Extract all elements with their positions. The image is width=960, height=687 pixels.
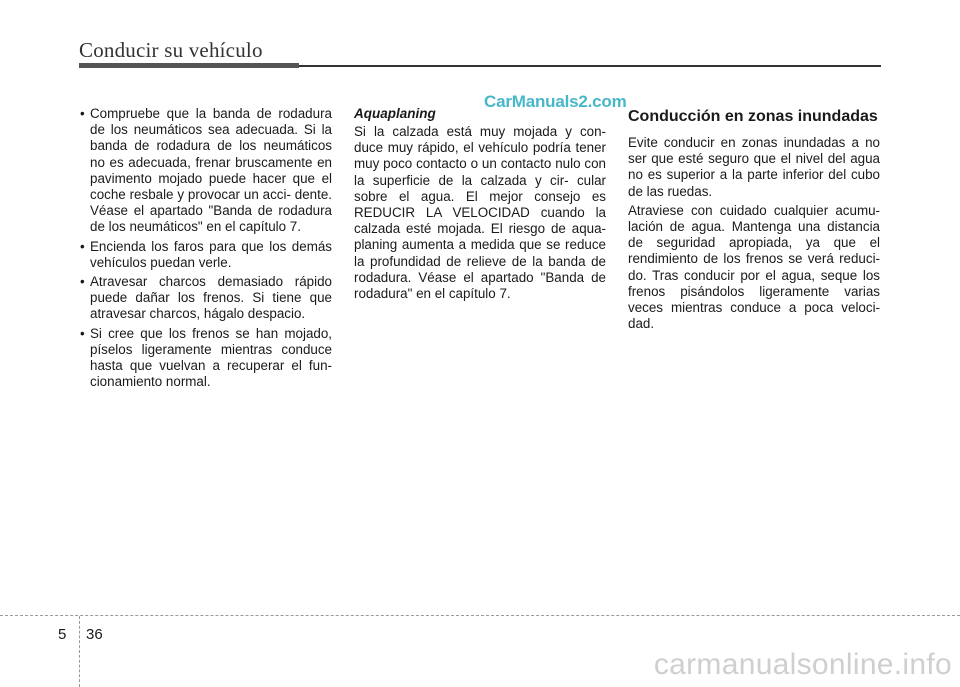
page-number: 36 — [86, 626, 103, 643]
aquaplaning-subheading: Aquaplaning — [354, 106, 436, 121]
aquaplaning-body: Si la calzada está muy mojada y con- duce muy rápido, el vehículo podría tener muy poco contacto o un contacto nulo con la superficie de la calzada y cir- cular sobre el agua. El mejor consejo es REDUCIR LA VELOCIDAD cuando la calzada esté mojada. El riesgo de aqua- planing aumenta a medida que se reduce la profundidad de relieve de la banda de rodadura. Véase el apartado "Banda de rodadura" en el capítulo 7. — [354, 124, 606, 302]
column-3 — [628, 106, 880, 335]
paragraph: Evite conducir en zonas inundadas a no ser que esté seguro que el nivel del agua no es superior a la parte inferior del cubo de las ruedas. — [628, 135, 880, 199]
watermark-logo[interactable]: CarManuals2.com — [484, 92, 627, 111]
column-1 — [80, 106, 332, 393]
bullet-item: • Encienda los faros para que los demás vehículos puedan verle. — [80, 239, 332, 271]
header-rule-thick — [79, 63, 299, 68]
page-header-title: Conducir su vehículo — [79, 38, 263, 62]
header-rule-thin — [299, 65, 881, 67]
site-watermark[interactable]: carmanualsonline.info — [653, 648, 952, 681]
paragraph: Atraviese con cuidado cualquier acumu- lación de agua. Mantenga una distancia de seguridad apropiada, ya que el rendimiento de los frenos se verá reduci- do. Tras conducir por el agua, seque los frenos pisándolos ligeramente varias veces mientras conduce a poca veloci- dad. — [628, 202, 880, 332]
column-2 — [354, 106, 606, 305]
section-heading: Conducción en zonas inundadas — [628, 108, 878, 125]
footer-divider — [0, 615, 960, 616]
chapter-number: 5 — [58, 626, 67, 643]
bullet-item: • Si cree que los frenos se han mojado, píselos ligeramente mientras conduce hasta que vuelvan a recuperar el fun- cionamiento normal. — [80, 326, 332, 391]
footer-vertical-divider — [79, 616, 80, 687]
bullet-item: • Compruebe que la banda de rodadura de los neumáticos sea adecuada. Si la banda de rodadura de los neumáticos no es adecuada, frenar bruscamente en pavimento mojado puede hacer que el coche resbale y provocar un acci- dente. Véase el apartado "Banda de rodadura de los neumáticos" en el capítulo 7. — [80, 106, 332, 236]
bullet-item: • Atravesar charcos demasiado rápido puede dañar los frenos. Si tiene que atravesar charcos, hágalo despacio. — [80, 274, 332, 323]
bullet-list — [80, 106, 332, 390]
